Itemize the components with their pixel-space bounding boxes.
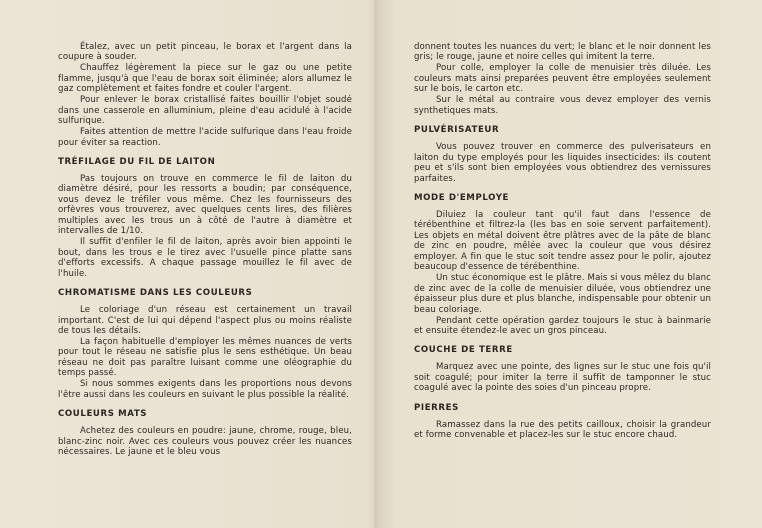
paragraph: Un stuc économique est le plâtre. Mais si vous mêlez du blanc de zinc avec de la colle de menuisier diluée, vous obtiendrez une épaisseur plus dure et plus blanche, indispensable pour obtenir un beau coloriage. [414, 273, 711, 315]
section-heading: CHROMATISME DANS LES COULEURS [58, 288, 253, 299]
paragraph: Le coloriage d'un réseau est certainement un travail important. C'est de lui qui dépend l'aspect plus ou moins réaliste de tous les détails. [58, 305, 352, 336]
paragraph: Marquez avec une pointe, des lignes sur le stuc une fois qu'il soit coagulé; pour imiter la terre il suffit de tamponner le stuc coagulé avec la pointe des soies d'un pinceau propre. [414, 362, 711, 394]
paragraph: La façon habituelle d'employer les mêmes nuances de verts pour tout le réseau ne satisfie plus le sens esthétique. Un beau réseau ne doit pas paraître luisant comme une oléographie du temps passé. [58, 336, 352, 379]
paragraph: Pour enlever le borax cristallisé faites bouillir l'objet soudé dans une casserole en alluminium, pleine d'eau acidulé à l'acide sulfurique. [58, 95, 352, 127]
section-heading: COULEURS MATS [58, 409, 148, 420]
paragraph: Étalez, avec un petit pinceau, le borax et l'argent dans la coupure à souder. [58, 42, 352, 63]
paragraph: Ramassez dans la rue des petits cailloux, choisir la grandeur et forme convenable et placez-les sur le stuc encore chaud. [414, 419, 711, 441]
section-heading: PULVÉRISATEUR [414, 125, 500, 136]
paragraph: Diluiez la couleur tant qu'il faut dans l'essence de térébenthine et filtrez-la (les bas en soie servent parfaitement). Les objets en métal doivent être plâtres avec de la pâte de blanc de zinc en poudre, mêlée avec la couleur que vous désirez employer. A fin que le stuc soit tendre assez pour le polir, ajoutez beaucoup d'essence de térébenthine. [414, 209, 711, 273]
paragraph: Il suffit d'enfiler le fil de laiton, après avoir bien appointi le bout, dans les trous e le tirez avec l'usuelle pince platte sans d'efforts excessifs. A chaque passage mouillez le fil avec de l'huile. [58, 237, 352, 279]
left-page-column [58, 42, 352, 458]
right-page-column [414, 42, 711, 441]
section-heading: PIERRES [414, 402, 459, 413]
section-heading: COUCHE DE TERRE [414, 345, 513, 356]
section-heading: TRÉFILAGE DU FIL DE LAITON [58, 157, 216, 168]
paragraph: Pour colle, employer la colle de menuisier très diluée. Les couleurs mats ainsi preparées peuvent être employées seulement sur le bois, le carton etc. [414, 63, 711, 95]
paragraph: Pendant cette opération gardez toujours le stuc à bainmarie et ensuite étendez-le avec un gros pinceau. [414, 315, 711, 336]
paragraph: Sur le métal au contraire vous devez employer des vernis synthetiques mats. [414, 95, 711, 116]
section-heading: MODE D'EMPLOYE [414, 192, 509, 203]
paragraph: Pas toujours on trouve en commerce le fil de laiton du diamètre désiré, pour les ressorts a boudin; par conséquence, vous devez le tréfiler vous même. Chez les fournisseurs des orfèvres vous trouverez, avec quelques cents lires, des filières multiples avec les trous un à côté de l'autre à diamètre et intervalles de 1/10. [58, 174, 352, 237]
paragraph: Faites attention de mettre l'acide sulfurique dans l'eau froide pour éviter sa reaction. [58, 127, 352, 148]
paragraph: Si nous sommes exigents dans les proportions nous devons l'être aussi dans les couleurs en suivant le plus possible la réalité. [58, 379, 352, 400]
paragraph: Chauffez légèrement la piece sur le gaz ou une petite flamme, jusqu'à que l'eau de borax soit éliminée; alors allumez le gaz complètement et faites fondre et couler l'argent. [58, 63, 352, 95]
paragraph: donnent toutes les nuances du vert; le blanc et le noir donnent les gris; le rouge, jaune et noire celles qui imitent la terre. [414, 42, 711, 63]
page-gutter [372, 0, 380, 528]
paragraph: Achetez des couleurs en poudre: jaune, chrome, rouge, bleu, blanc-zinc noir. Avec ces couleurs vous pouvez créer les nuances nécessaires. Le jaune et le bleu vous [58, 426, 352, 458]
paragraph: Vous pouvez trouver en commerce des pulverisateurs en laiton du type employés pour les liquides insecticides: ils coutent peu et s'ils sont bien employées vous obtiendrez des vernissures parfaites. [414, 142, 711, 184]
